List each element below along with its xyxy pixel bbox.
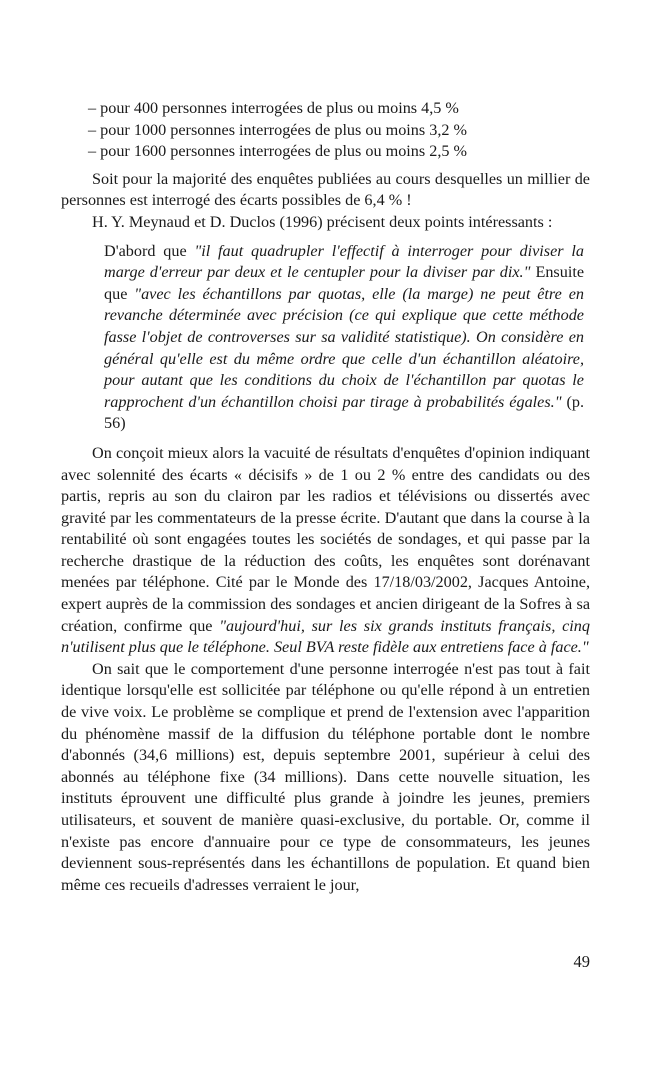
paragraph: H. Y. Meynaud et D. Duclos (1996) précisent deux points intéressants : — [92, 212, 553, 231]
page-body — [61, 98, 590, 896]
quote-lead: D'abord que — [104, 241, 195, 260]
quote-citation: (p. 56) — [104, 392, 584, 433]
list-item: – pour 1000 personnes interrogées de plus ou moins 3,2 % — [88, 120, 467, 139]
margin-of-error-list — [88, 98, 590, 163]
paragraph: On sait que le comportement d'une personne interrogée n'est pas tout à fait identique lorsqu'elle est sollicitée par téléphone ou qu'elle répond à un entretien de vive voix. Le problème se complique et prend de l'extension avec l'apparition du phénomène massif de la diffusion du téléphone portable dont le nombre d'abonnés (34,6 millions) est, depuis septembre 2001, supérieur à celui des abonnés au téléphone fixe (34 millions). Dans cette nouvelle situation, les instituts éprouvent une difficulté plus grande à joindre les jeunes, premiers utilisateurs, et souvent de manière quasi-exclusive, du portable. Or, comme il n'existe pas encore d'annuaire pour ce type de consommateurs, les jeunes deviennent sous-représentés dans les échantillons de population. Et quand bien même ces recueils d'adresses verraient le jour, — [61, 659, 590, 894]
list-item: – pour 400 personnes interrogées de plus ou moins 4,5 % — [88, 99, 459, 117]
quote-mid: Ensuite que — [104, 263, 585, 303]
paragraph — [61, 443, 590, 659]
paragraph-text: On conçoit mieux alors la vacuité de résultats d'enquêtes d'opinion indiquant avec solennité des écarts « décisifs » de 1 ou 2 % entre des candidats ou des partis, repris au son du clairon par les radios et télévisions ou dissertés avec gravité par les commentateurs de la presse écrite. D'autant que dans la course à la rentabilité où sont engagées toutes les sociétés de sondages, et qui passe par la recherche drastique de la réduction des coûts, les enquêtes sont dorénavant menées par téléphone. Cité par le Monde des 17/18/03/2002, Jacques Antoine, expert auprès de la commission des sondages et ancien dirigeant de la Sofres à sa création, confirme que — [61, 443, 590, 635]
quote-italic: "il faut quadrupler l'effectif à interroger pour diviser la marge d'erreur par deux et le centupler pour la diviser par dix." — [104, 241, 584, 282]
page-number: 49 — [573, 952, 590, 971]
list-item: – pour 1600 personnes interrogées de plus ou moins 2,5 % — [88, 142, 467, 161]
paragraph-quote: "aujourd'hui, sur les six grands instituts français, cinq n'utilisent plus que le téléphone. Seul BVA reste fidèle aux entretiens face à face." — [61, 616, 590, 657]
block-quote — [104, 241, 584, 435]
paragraph: Soit pour la majorité des enquêtes publiées au cours desquelles un millier de personnes est interrogé des écarts possibles de 6,4 % ! — [61, 169, 590, 210]
quote-italic: "avec les échantillons par quotas, elle (la marge) ne peut être en revanche déterminée avec précision (ce qui explique que cette méthode fasse l'objet de controverses sur sa validité statistique). On considère en général qu'elle est du même ordre que celle d'un échantillon aléatoire, pour autant que les conditions du choix de l'échantillon par quotas le rapprochent d'un échantillon choisi par tirage à probabilités égales." — [104, 284, 584, 411]
